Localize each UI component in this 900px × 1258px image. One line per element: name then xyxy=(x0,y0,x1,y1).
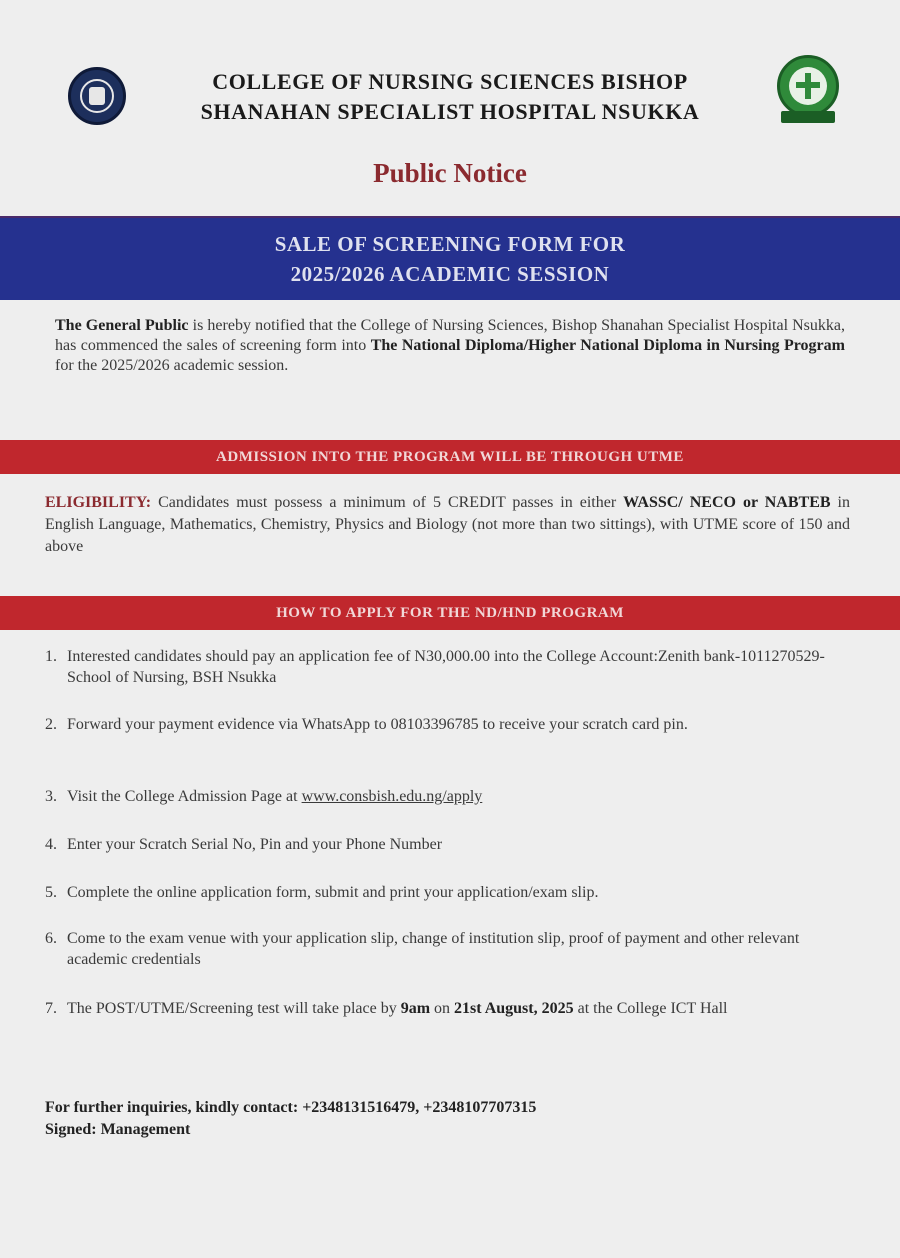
list-item: 4. Enter your Scratch Serial No, Pin and your Phone Number xyxy=(45,836,443,853)
step-7-date: 21st August, 2025 xyxy=(454,1000,574,1017)
step-4-text: Enter your Scratch Serial No, Pin and your Phone Number xyxy=(67,836,443,853)
step-5-text: Complete the online application form, submit and print your application/exam slip. xyxy=(67,884,599,901)
eligibility-label: ELIGIBILITY: xyxy=(45,494,152,511)
footer xyxy=(45,1097,845,1141)
admission-page-link[interactable]: www.consbish.edu.ng/apply xyxy=(301,788,483,805)
college-crest-logo xyxy=(68,67,126,125)
session-banner-line2: 2025/2026 ACADEMIC SESSION xyxy=(290,262,610,286)
eligibility-paragraph xyxy=(45,492,850,558)
list-item: 6. Come to the exam venue with your application slip, change of institution slip, proof of payment and other relevant academic credentials xyxy=(45,930,800,968)
college-name-line2: SHANAHAN SPECIALIST HOSPITAL NSUKKA xyxy=(200,99,700,124)
hospital-logo xyxy=(775,55,841,125)
step-7-text-c: at the College ICT Hall xyxy=(573,1000,728,1017)
step-7-time: 9am xyxy=(400,1000,431,1017)
list-item: 7. The POST/UTME/Screening test will take place by 9am on 21st August, 2025 at the College ICT Hall xyxy=(45,1000,728,1017)
step-1-text: Interested candidates should pay an application fee of N30,000.00 into the College Account:Zenith bank-1011270529-School of Nursing, BSH Nsukka xyxy=(67,648,825,686)
page-title: Public Notice xyxy=(373,158,527,188)
session-banner xyxy=(0,216,900,300)
list-item: 1. Interested candidates should pay an application fee of N30,000.00 into the College Account:Zenith bank-1011270529-School of Nursing, BSH Nsukka xyxy=(45,648,825,686)
session-banner-line1: SALE OF SCREENING FORM FOR xyxy=(274,232,626,256)
intro-lead: The General Public xyxy=(55,317,189,334)
header xyxy=(0,55,900,145)
college-name xyxy=(130,67,770,127)
apply-banner: HOW TO APPLY FOR THE ND/HND PROGRAM xyxy=(0,596,900,630)
contact-line: For further inquiries, kindly contact: +2348131516479, +2348107707315 xyxy=(45,1099,537,1116)
step-2-text: Forward your payment evidence via WhatsApp to 08103396785 to receive your scratch card pin. xyxy=(67,716,688,733)
college-name-line1: COLLEGE OF NURSING SCIENCES BISHOP xyxy=(212,69,688,94)
step-3-text: Visit the College Admission Page at xyxy=(67,788,302,805)
intro-text-2: for the 2025/2026 academic session. xyxy=(55,357,289,374)
list-item: 3. Visit the College Admission Page at www.consbish.edu.ng/apply xyxy=(45,788,483,805)
list-item: 5. Complete the online application form, submit and print your application/exam slip. xyxy=(45,884,599,901)
intro-text-1: is hereby notified that the College of Nursing Sciences, Bishop Shanahan Specialist Hospital Nsukka, has commenced the sales of screening form into xyxy=(55,317,846,354)
step-7-text-b: on xyxy=(430,1000,455,1017)
list-item: 2. Forward your payment evidence via WhatsApp to 08103396785 to receive your scratch card pin. xyxy=(45,716,688,733)
eligibility-text-2: in English Language, Mathematics, Chemistry, Physics and Biology (not more than two sittings), with UTME score of 150 and above xyxy=(45,494,851,555)
intro-program: The National Diploma/Higher National Diploma in Nursing Program xyxy=(370,337,845,354)
step-6-text: Come to the exam venue with your application slip, change of institution slip, proof of payment and other relevant academic credentials xyxy=(67,930,800,968)
intro-paragraph xyxy=(55,316,845,376)
admission-banner: ADMISSION INTO THE PROGRAM WILL BE THROUGH UTME xyxy=(0,440,900,474)
eligibility-exams: WASSC/ NECO or NABTEB xyxy=(623,494,831,511)
step-7-text-a: The POST/UTME/Screening test will take place by xyxy=(67,1000,401,1017)
signature-line: Signed: Management xyxy=(45,1121,191,1138)
eligibility-text-1: Candidates must possess a minimum of 5 CREDIT passes in either xyxy=(151,494,624,511)
